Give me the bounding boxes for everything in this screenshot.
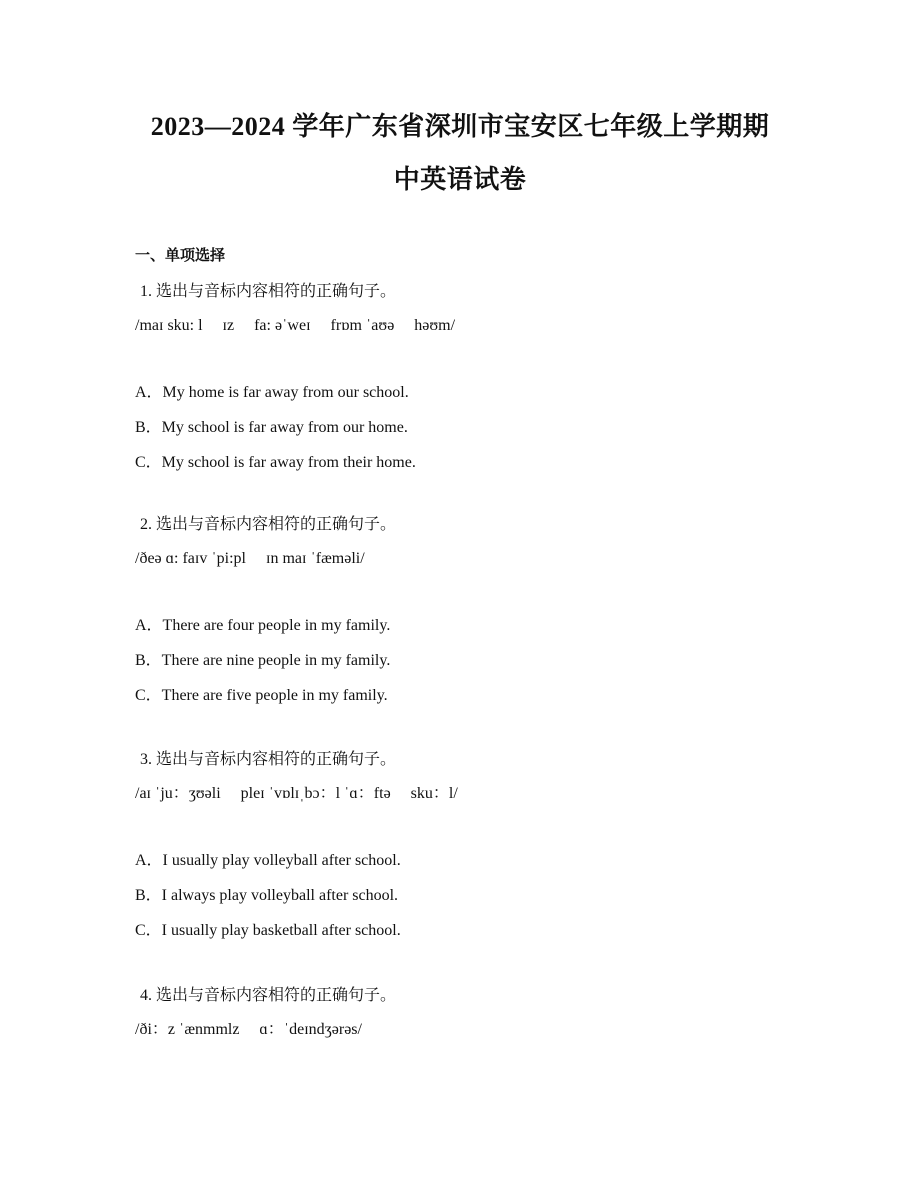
phonetic-transcription: /ðeə ɑ: faɪv ˈpi:pl ɪn maɪ ˈfæməli/ (135, 550, 365, 567)
option-a[interactable]: A．My home is far away from our school. (135, 384, 409, 401)
question-stem: 4. 选出与音标内容相符的正确句子。 (140, 987, 397, 1004)
section-heading: 一、单项选择 (135, 246, 226, 264)
phonetic-transcription: /ði：z ˈænmmlz ɑ：ˈdeɪndʒərəs/ (135, 1021, 362, 1038)
option-list (135, 382, 795, 474)
question-stem: 2. 选出与音标内容相符的正确句子。 (140, 516, 397, 533)
option-list (135, 615, 795, 707)
option-c[interactable]: C．There are five people in my family. (135, 687, 388, 704)
question-2 (135, 514, 795, 720)
phonetic-transcription: /maɪ sku: l ɪz fa: əˈweɪ frɒm ˈaʊə həʊm/ (135, 317, 456, 334)
question-4 (135, 985, 795, 1041)
option-list (135, 850, 795, 942)
option-c[interactable]: C．I usually play basketball after school. (135, 922, 401, 939)
phonetic-transcription: /aɪ ˈju：ʒʊəli pleɪ ˈvɒlɪˌbɔ：l ˈɑ：ftə sku：l/ (135, 785, 458, 802)
option-b[interactable]: B．My school is far away from our home. (135, 419, 408, 436)
option-b[interactable]: B．There are nine people in my family. (135, 652, 391, 669)
page-title-line2: 中英语试卷 (393, 165, 527, 194)
option-a[interactable]: A．There are four people in my family. (135, 617, 391, 634)
question-stem: 1. 选出与音标内容相符的正确句子。 (140, 283, 397, 300)
option-a[interactable]: A．I usually play volleyball after school. (135, 852, 401, 869)
option-c[interactable]: C．My school is far away from their home. (135, 454, 416, 471)
option-b[interactable]: B．I always play volleyball after school. (135, 887, 399, 904)
question-3 (135, 749, 795, 955)
question-stem: 3. 选出与音标内容相符的正确句子。 (140, 751, 397, 768)
question-1 (135, 281, 795, 487)
page-title-line1: 2023—2024 学年广东省深圳市宝安区七年级上学期期 (150, 112, 770, 141)
